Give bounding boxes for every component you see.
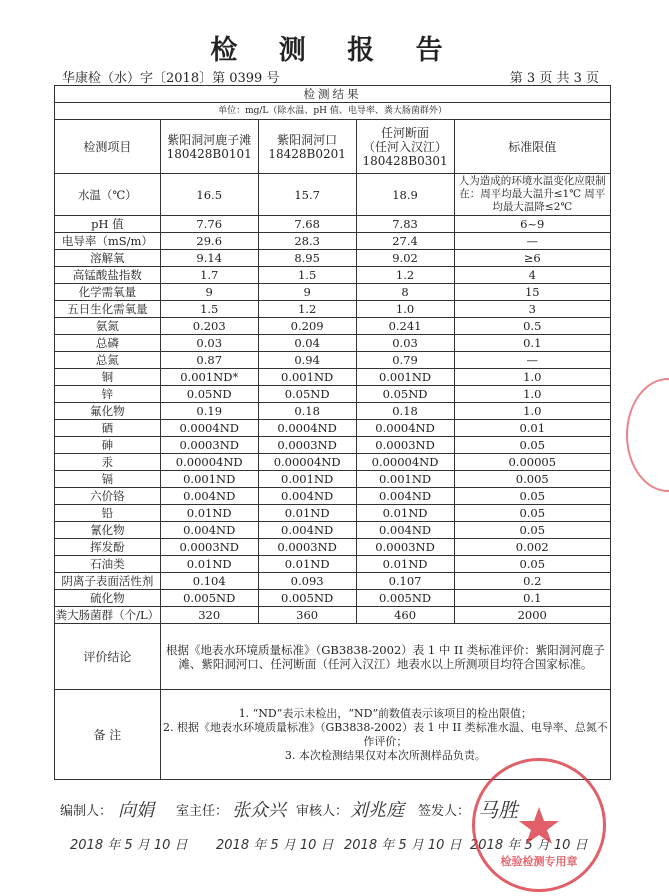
- standard-limit: 人为造成的环境水温变化应限制在：周平均最大温升≤1℃ 周平均最大温降≤2℃: [454, 174, 610, 216]
- value-site1: 0.05ND: [160, 386, 258, 403]
- value-site3: 27.4: [356, 233, 454, 250]
- value-site1: 0.0003ND: [160, 437, 258, 454]
- standard-limit: 3: [454, 301, 610, 318]
- value-site1: 0.03: [160, 335, 258, 352]
- value-site3: 1.2: [356, 267, 454, 284]
- value-site2: 0.0003ND: [258, 437, 356, 454]
- value-site3: 0.0003ND: [356, 539, 454, 556]
- unit-note: 单位：mg/L（除水温、pH 值、电导率、粪大肠菌群外）: [55, 103, 611, 120]
- report-title: 检 测 报 告: [210, 35, 459, 66]
- site1-name: 紫阳洞河鹿子滩: [167, 132, 252, 147]
- date-reviewer: 2018 年 5 月 10 日: [344, 838, 462, 853]
- value-site2: 0.004ND: [258, 488, 356, 505]
- table-row: [55, 403, 611, 420]
- value-site1: 9: [160, 284, 258, 301]
- item-name: 化学需氧量: [55, 284, 161, 301]
- site1-code: 180428B0101: [166, 146, 252, 161]
- value-site3: 18.9: [356, 174, 454, 216]
- value-site2: 0.01ND: [258, 556, 356, 573]
- value-site2: 7.68: [258, 216, 356, 233]
- evaluation-label: 评价结论: [55, 624, 161, 690]
- item-name: 水温（℃）: [55, 174, 161, 216]
- item-name: pH 值: [55, 216, 161, 233]
- item-name: 汞: [55, 454, 161, 471]
- standard-limit: —: [454, 233, 610, 250]
- value-site2: 0.04: [258, 335, 356, 352]
- col-header-site1: [160, 120, 258, 174]
- table-row: [55, 216, 611, 233]
- value-site2: 0.94: [258, 352, 356, 369]
- value-site1: 0.01ND: [160, 556, 258, 573]
- table-row: [55, 522, 611, 539]
- standard-limit: 0.1: [454, 590, 610, 607]
- item-name: 总氮: [55, 352, 161, 369]
- issuer-label: 签发人：: [418, 804, 471, 819]
- value-site1: 0.01ND: [160, 505, 258, 522]
- standard-limit: 6~9: [454, 216, 610, 233]
- value-site3: 9.02: [356, 250, 454, 267]
- item-name: 石油类: [55, 556, 161, 573]
- value-site3: 7.83: [356, 216, 454, 233]
- standard-limit: 1.0: [454, 386, 610, 403]
- site3-sub: （任河入汉江）: [363, 139, 448, 154]
- value-site1: 320: [160, 607, 258, 624]
- value-site2: 0.05ND: [258, 386, 356, 403]
- director-signature: 张众兴: [232, 800, 286, 821]
- value-site2: 28.3: [258, 233, 356, 250]
- value-site1: 0.004ND: [160, 522, 258, 539]
- value-site1: 0.0003ND: [160, 539, 258, 556]
- table-row: [55, 420, 611, 437]
- site3-code: 180428B0301: [362, 153, 448, 168]
- item-name: 阴离子表面活性剂: [55, 573, 161, 590]
- col-header-site3: [356, 120, 454, 174]
- value-site1: 0.005ND: [160, 590, 258, 607]
- value-site1: 0.203: [160, 318, 258, 335]
- stamp-text: 检验检测专用章: [500, 855, 578, 868]
- table-row: [55, 369, 611, 386]
- value-site3: 0.0004ND: [356, 420, 454, 437]
- value-site2: 0.18: [258, 403, 356, 420]
- standard-limit: 0.1: [454, 335, 610, 352]
- table-row: [55, 590, 611, 607]
- item-name: 挥发酚: [55, 539, 161, 556]
- value-site2: 1.2: [258, 301, 356, 318]
- page-info: 第 3 页 共 3 页: [509, 71, 599, 86]
- table-row: [55, 573, 611, 590]
- table-row: [55, 250, 611, 267]
- col-header-standard: 标准限值: [454, 120, 610, 174]
- value-site2: 0.01ND: [258, 505, 356, 522]
- value-site2: 1.5: [258, 267, 356, 284]
- value-site2: 0.0003ND: [258, 539, 356, 556]
- item-name: 氟化物: [55, 403, 161, 420]
- value-site1: 0.87: [160, 352, 258, 369]
- value-site3: 0.001ND: [356, 369, 454, 386]
- item-name: 溶解氧: [55, 250, 161, 267]
- table-row: [55, 284, 611, 301]
- item-name: 总磷: [55, 335, 161, 352]
- value-site2: 0.209: [258, 318, 356, 335]
- table-row: [55, 556, 611, 573]
- reviewer-label: 审核人：: [296, 804, 349, 819]
- standard-limit: 0.05: [454, 488, 610, 505]
- standard-limit: 0.002: [454, 539, 610, 556]
- standard-limit: 4: [454, 267, 610, 284]
- standard-limit: 0.05: [454, 437, 610, 454]
- value-site1: 0.001ND: [160, 471, 258, 488]
- director-label: 室主任：: [176, 804, 229, 819]
- value-site2: 0.001ND: [258, 369, 356, 386]
- value-site1: 0.00004ND: [160, 454, 258, 471]
- value-site1: 0.104: [160, 573, 258, 590]
- table-row: [55, 352, 611, 369]
- standard-limit: ≥6: [454, 250, 610, 267]
- date-director: 2018 年 5 月 10 日: [216, 838, 334, 853]
- item-name: 电导率（mS/m）: [55, 233, 161, 250]
- item-name: 六价铬: [55, 488, 161, 505]
- standard-limit: 0.005: [454, 471, 610, 488]
- item-name: 铜: [55, 369, 161, 386]
- value-site3: 0.00004ND: [356, 454, 454, 471]
- seam-stamp: [626, 378, 669, 492]
- table-row: [55, 335, 611, 352]
- value-site3: 0.01ND: [356, 505, 454, 522]
- value-site1: 16.5: [160, 174, 258, 216]
- value-site3: 460: [356, 607, 454, 624]
- value-site3: 0.03: [356, 335, 454, 352]
- value-site3: 0.001ND: [356, 471, 454, 488]
- table-row: [55, 318, 611, 335]
- value-site1: 0.004ND: [160, 488, 258, 505]
- table-row: [55, 267, 611, 284]
- table-row: [55, 539, 611, 556]
- date-compiler: 2018 年 5 月 10 日: [70, 838, 188, 853]
- site2-name: 紫阳洞河口: [277, 132, 338, 147]
- table-row: [55, 471, 611, 488]
- remark-item: 3. 本次检测结果仅对本次所测样品负责。: [284, 748, 486, 762]
- table-row: [55, 454, 611, 471]
- value-site1: 1.7: [160, 267, 258, 284]
- remark-item: 2. 根据《地表水环境质量标准》（GB3838-2002）表 1 中 II 类标准水温、电导率、总氮不作评价；: [163, 720, 608, 748]
- value-site2: 0.00004ND: [258, 454, 356, 471]
- results-table: [54, 85, 611, 780]
- value-site1: 1.5: [160, 301, 258, 318]
- value-site3: 0.01ND: [356, 556, 454, 573]
- item-name: 高锰酸盐指数: [55, 267, 161, 284]
- standard-limit: 15: [454, 284, 610, 301]
- item-name: 镉: [55, 471, 161, 488]
- table-row: [55, 437, 611, 454]
- standard-limit: 0.00005: [454, 454, 610, 471]
- date-issuer: 2018 年 5 月 10 日: [470, 838, 588, 853]
- document-number: 华康检（水）字〔2018〕第 0399 号: [62, 71, 280, 86]
- value-site2: 0.001ND: [258, 471, 356, 488]
- star-icon: [475, 761, 603, 889]
- value-site2: 0.093: [258, 573, 356, 590]
- item-name: 五日生化需氧量: [55, 301, 161, 318]
- item-name: 氰化物: [55, 522, 161, 539]
- item-name: 氨氮: [55, 318, 161, 335]
- col-header-item: 检测项目: [55, 120, 161, 174]
- value-site1: 7.76: [160, 216, 258, 233]
- standard-limit: 1.0: [454, 369, 610, 386]
- table-row: [55, 174, 611, 216]
- table-row: [55, 386, 611, 403]
- value-site3: 0.004ND: [356, 522, 454, 539]
- section-title: 检测结果: [55, 86, 611, 103]
- standard-limit: 0.05: [454, 505, 610, 522]
- value-site2: 0.0004ND: [258, 420, 356, 437]
- value-site3: 0.79: [356, 352, 454, 369]
- value-site2: 15.7: [258, 174, 356, 216]
- col-header-site2: [258, 120, 356, 174]
- value-site3: 0.107: [356, 573, 454, 590]
- value-site1: 9.14: [160, 250, 258, 267]
- remark-item: 1. “ND”表示未检出，“ND”前数值表示该项目的检出限值；: [238, 706, 533, 720]
- item-name: 砷: [55, 437, 161, 454]
- table-row: [55, 488, 611, 505]
- value-site3: 8: [356, 284, 454, 301]
- table-row: [55, 301, 611, 318]
- table-row: [55, 607, 611, 624]
- item-name: 铅: [55, 505, 161, 522]
- value-site3: 0.05ND: [356, 386, 454, 403]
- standard-limit: 0.5: [454, 318, 610, 335]
- evaluation-text: 根据《地表水环境质量标准》（GB3838-2002）表 1 中 II 类标准评价：紫阳洞河鹿子滩、紫阳洞河口、任河断面（任河入汉江）地表水以上所测项目均符合国家标准。: [160, 624, 610, 690]
- standard-limit: 0.01: [454, 420, 610, 437]
- item-name: 锌: [55, 386, 161, 403]
- value-site3: 0.004ND: [356, 488, 454, 505]
- table-row: [55, 505, 611, 522]
- standard-limit: 0.2: [454, 573, 610, 590]
- value-site1: 29.6: [160, 233, 258, 250]
- value-site3: 0.241: [356, 318, 454, 335]
- value-site3: 0.0003ND: [356, 437, 454, 454]
- value-site3: 0.005ND: [356, 590, 454, 607]
- compiler-label: 编制人：: [60, 804, 113, 819]
- value-site1: 0.19: [160, 403, 258, 420]
- standard-limit: 0.05: [454, 522, 610, 539]
- compiler-signature: 向娟: [118, 800, 154, 821]
- value-site2: 8.95: [258, 250, 356, 267]
- standard-limit: 1.0: [454, 403, 610, 420]
- value-site3: 1.0: [356, 301, 454, 318]
- value-site1: 0.0004ND: [160, 420, 258, 437]
- value-site1: 0.001ND*: [160, 369, 258, 386]
- value-site2: 0.005ND: [258, 590, 356, 607]
- reviewer-signature: 刘兆庭: [350, 800, 404, 821]
- remarks-label: 备 注: [55, 690, 161, 780]
- official-stamp: [472, 758, 606, 892]
- site3-name: 任河断面: [381, 125, 430, 140]
- standard-limit: —: [454, 352, 610, 369]
- site2-code: 18428B0201: [268, 146, 346, 161]
- table-row: [55, 233, 611, 250]
- item-name: 硒: [55, 420, 161, 437]
- value-site2: 0.004ND: [258, 522, 356, 539]
- issuer-signature: 马胜: [478, 798, 518, 822]
- standard-limit: 2000: [454, 607, 610, 624]
- item-name: 硫化物: [55, 590, 161, 607]
- standard-limit: 0.05: [454, 556, 610, 573]
- value-site2: 360: [258, 607, 356, 624]
- item-name: 粪大肠菌群（个/L）: [55, 608, 160, 622]
- value-site2: 9: [258, 284, 356, 301]
- value-site3: 0.18: [356, 403, 454, 420]
